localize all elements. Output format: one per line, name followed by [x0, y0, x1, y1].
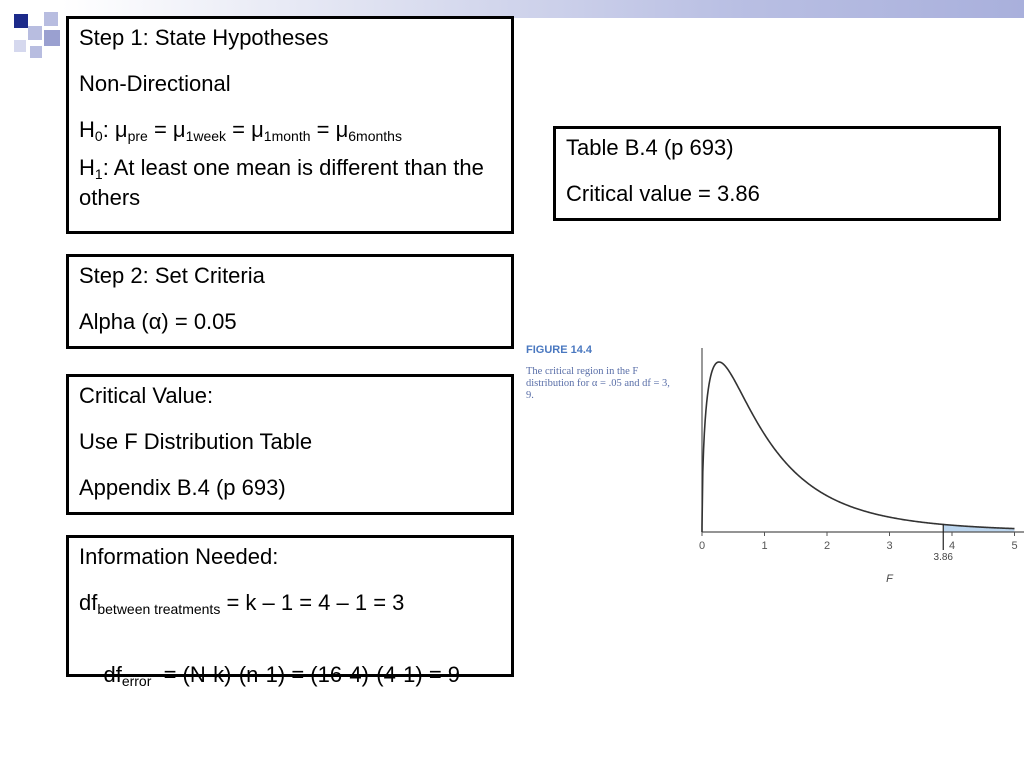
critical-value-title: Critical Value: — [79, 383, 214, 408]
x-tick-group — [699, 532, 1018, 552]
alpha-value: Alpha (α) = 0.05 — [79, 309, 237, 334]
null-hypothesis: $H_0$: $\mu_{pre} = \mu_{1week} = \mu_{1month} = \mu_{6months}$ — [79, 117, 402, 144]
x-axis-label: F — [886, 573, 893, 585]
alt-hypothesis: $H_1$: At least one mean is different than the others — [79, 155, 484, 210]
x-tick-label-4: 4 — [948, 540, 956, 552]
figure-title: FIGURE 14.4 — [526, 344, 593, 356]
info-needed-title: Information Needed: — [79, 544, 279, 569]
info-needed-box — [66, 535, 514, 689]
df-error: $df_{error} = (N-k)-(n-1) = (16-4)-(4-1) = 9$ — [103, 662, 461, 689]
corner-square-3 — [44, 12, 58, 26]
f-distribution-curve — [702, 362, 1015, 532]
critical-value-line2: Appendix B.4 (p 693) — [79, 475, 286, 500]
x-tick-label-2: 2 — [823, 540, 831, 552]
criteria-box — [66, 254, 514, 349]
corner-square-2 — [28, 26, 42, 40]
table-reference-line1: Table B.4 (p 693) — [566, 135, 734, 160]
figure-caption-text: The critical region in the F distribution for α = .05 and df = 3, 9. — [526, 366, 670, 401]
figure-caption — [526, 344, 676, 402]
hypotheses-title: Step 1: State Hypotheses — [79, 25, 329, 50]
corner-square-1 — [14, 14, 28, 28]
critical-value-result: Critical value = 3.86 — [566, 181, 760, 206]
x-tick-label-0: 0 — [698, 540, 706, 552]
x-tick-label-5: 5 — [1011, 540, 1018, 552]
critical-value-line1: Use F Distribution Table — [79, 429, 313, 454]
df-between: $df_{between treatments} = k - 1 = 4 - 1 = 3$ — [79, 590, 405, 617]
critical-value-label: 3.86 — [933, 552, 953, 563]
table-reference-box — [553, 126, 1001, 221]
corner-square-6 — [14, 40, 26, 52]
critical-value-box — [66, 374, 514, 515]
corner-square-5 — [30, 46, 42, 58]
f-distribution-chart — [680, 340, 1024, 600]
corner-square-4 — [44, 30, 60, 46]
criteria-title: Step 2: Set Criteria — [79, 263, 265, 288]
hypotheses-subtitle: Non-Directional — [79, 71, 231, 96]
x-tick-label-1: 1 — [761, 540, 768, 552]
x-tick-label-3: 3 — [886, 540, 893, 552]
hypotheses-box — [66, 16, 514, 234]
